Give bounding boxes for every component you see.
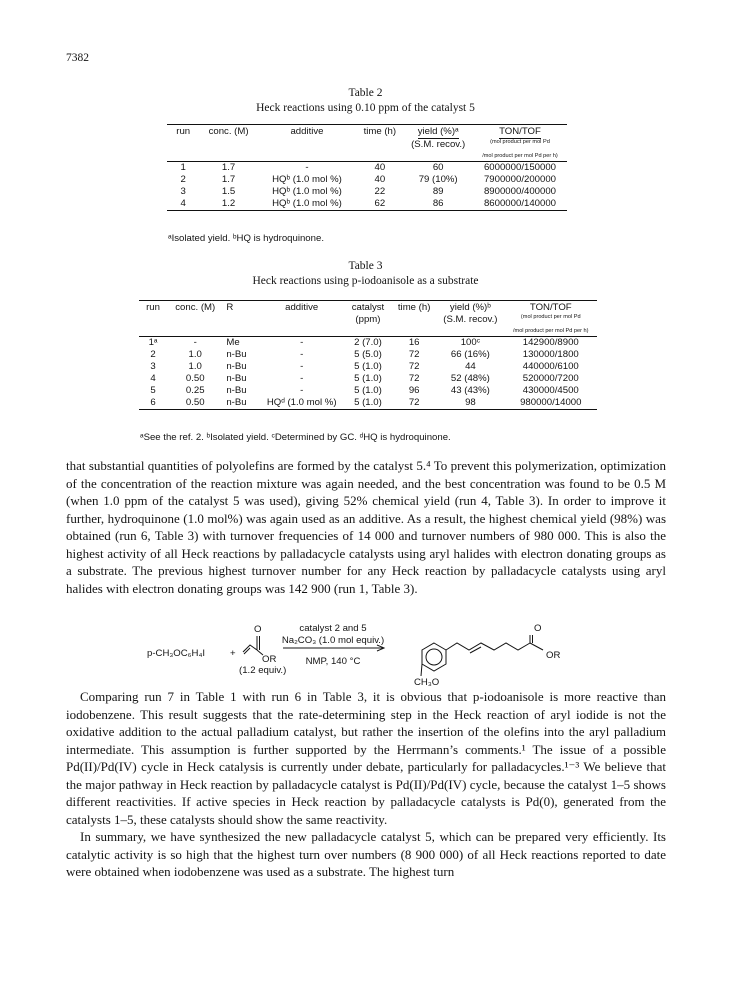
table-cell: - — [305, 162, 309, 173]
table3-title: Heck reactions using p-iodoanisole as a substrate — [252, 275, 479, 287]
table3-header-yield: yield (%)ᵇ — [449, 302, 491, 313]
body-paragraph — [66, 688, 666, 881]
table-cell: 5 — [150, 385, 156, 396]
table-cell: n-Bu — [226, 361, 247, 372]
table3-header-ton: TON/TOF — [529, 302, 572, 313]
table-cell: 40 — [374, 162, 386, 173]
table2-header-yield: yield (%)ᵃ — [417, 126, 459, 137]
scheme-plus: + — [230, 648, 236, 659]
scheme-equiv: (1.2 equiv.) — [239, 665, 287, 676]
table-cell: 1.0 — [188, 349, 202, 360]
table-cell: 1.7 — [221, 174, 236, 185]
table-cell: 22 — [374, 186, 386, 197]
table3-unit-note: /mol product per mol Pd per h) — [512, 328, 589, 334]
table-cell: 98 — [436, 397, 504, 410]
table2-title: Heck reactions using 0.10 ppm of the catalyst 5 — [256, 102, 475, 114]
scheme-product-or: OR — [546, 650, 561, 661]
table-cell: 2 (7.0) — [354, 337, 382, 348]
table-cell: 96 — [408, 385, 420, 396]
methoxy-bond — [421, 664, 422, 676]
table-cell: - — [300, 373, 304, 384]
aromatic-circle — [426, 649, 442, 665]
scheme-condition: catalyst 2 and 5 — [299, 623, 367, 634]
table3-header: time (h) — [392, 301, 436, 328]
paragraph-text: In summary, we have synthesized the new palladacycle catalyst 5, which can be prepared very efficiently. Its catalytic activity is so high that the highest turn over numbers (8 900 000) of all Heck reactions reported to date were obtained when iodobenzene was used as a substrate. The highest turn — [66, 829, 666, 879]
table-cell: HQᵇ (1.0 mol %) — [272, 174, 342, 185]
table-cell: Me — [226, 337, 240, 348]
table-cell: 980000/14000 — [505, 397, 597, 410]
scheme-condition: Na₂CO₃ (1.0 mol equiv.) — [281, 635, 385, 646]
table2-header: additive — [258, 125, 357, 153]
table3-header-catalyst: catalyst — [351, 302, 385, 313]
product-ester-bond — [530, 643, 543, 650]
table3-header: additive — [260, 301, 344, 328]
table-cell: 3 — [180, 186, 186, 197]
table-cell: 0.50 — [185, 373, 205, 384]
table-cell: 7900000/200000 — [483, 174, 556, 185]
table-cell: 5 (1.0) — [354, 361, 382, 372]
table-cell: 5 (1.0) — [354, 385, 382, 396]
acrylate-double-bond — [244, 648, 250, 654]
table-cell: 8600000/140000 — [473, 198, 567, 211]
table-cell: 66 (16%) — [450, 349, 490, 360]
table-cell: 44 — [465, 361, 476, 372]
table2-label: Table 2 — [348, 87, 383, 99]
table-cell: - — [300, 385, 304, 396]
scheme-product-ch3o: CH₃O — [414, 677, 440, 688]
table-cell: n-Bu — [226, 385, 247, 396]
table-cell: 1.2 — [199, 198, 257, 211]
table-cell: 89 — [432, 186, 444, 197]
table-cell: 52 (48%) — [450, 373, 490, 384]
table-cell: 72 — [392, 397, 436, 410]
table2-unit-note: /mol product per mol Pd per h) — [482, 153, 558, 159]
table-cell: 72 — [408, 361, 420, 372]
table-cell: 0.50 — [167, 397, 223, 410]
table2-header: run — [167, 125, 199, 153]
table2-header-ton: TON/TOF — [499, 126, 541, 137]
table-cell: 130000/1800 — [522, 349, 579, 360]
table-cell: n-Bu — [226, 349, 247, 360]
table3-header: run — [139, 301, 167, 328]
table-cell: HQᵇ (1.0 mol %) — [258, 198, 357, 211]
table-cell: 1.5 — [221, 186, 236, 197]
table3-label: Table 3 — [348, 260, 383, 272]
table-cell: 1 — [180, 162, 186, 173]
acrylate-ester-bond — [257, 650, 263, 655]
table-cell: 6 — [139, 397, 167, 410]
table3-header: conc. (M) — [167, 301, 223, 328]
table3-header-sub: (ppm) — [355, 314, 381, 325]
table-cell: - — [193, 337, 197, 348]
table-cell: 520000/7200 — [522, 373, 579, 384]
scheme-ester-or: OR — [262, 654, 277, 665]
table-cell: 79 (10%) — [418, 174, 458, 185]
table3-header: R — [223, 301, 259, 328]
table-cell: - — [300, 337, 304, 348]
chain-bonds — [446, 643, 530, 650]
page-number: 7382 — [66, 52, 89, 64]
table3-header-sub: (mol product per mol Pd — [520, 314, 581, 320]
table-cell: 43 (43%) — [450, 385, 490, 396]
table-cell: 2 — [150, 349, 156, 360]
scheme-product-o: O — [534, 623, 542, 634]
table3-header-sub: (S.M. recov.) — [443, 314, 498, 325]
table-cell: 5 (1.0) — [344, 397, 392, 410]
table-cell: - — [300, 349, 304, 360]
table-cell: 2 — [180, 174, 186, 185]
table-cell: 440000/6100 — [522, 361, 579, 372]
table-cell: 16 — [408, 337, 420, 348]
table-cell: 5 (5.0) — [354, 349, 382, 360]
table-cell: 4 — [167, 198, 199, 211]
paragraph-text: Comparing run 7 in Table 1 with run 6 in Table 3, it is obvious that p-iodoanisole is more reactive than iodobenzene. This result suggests that the rate-determining step in the Heck reaction of aryl iodide is not the oxidative addition to the actual palladium catalyst, but rather the insertion of the olefins into the aryl palladium intermediate. This assumption is further supported by the Herrmann’s comments.¹ The issue of a possible Pd(II)/Pd(IV) cycle in Heck catalysis is currently under debate, particularly for palladacycles.¹⁻³ We believe that the major pathway in Heck reaction by palladacycle catalyst is Pd(II)/Pd(IV) cycle, because the catalyst 1–5 shows different reactivities. If active species in Heck reaction by palladacycle catalysts is Pd(0), generated from the catalysts 1–5, these catalysts should show the same reactivity. — [66, 689, 666, 827]
table-cell: n-Bu — [226, 373, 247, 384]
table3-footnote: ᵃSee the ref. 2. ᵇIsolated yield. ᶜDetermined by GC. ᵈHQ is hydroquinone. — [140, 432, 451, 443]
table-cell: 430000/4500 — [522, 385, 579, 396]
table2-header-sub: (mol product per mol Pd — [490, 139, 550, 145]
table-cell: 5 (1.0) — [354, 373, 382, 384]
table2-header: conc. (M) — [199, 125, 257, 153]
table-cell: - — [300, 361, 304, 372]
table-cell: 60 — [432, 162, 444, 173]
table-cell: 0.25 — [185, 385, 205, 396]
table-cell: 62 — [356, 198, 403, 211]
scheme-condition: NMP, 140 °C — [305, 656, 361, 667]
table-cell: 3 — [150, 361, 156, 372]
table2-footnote: ᵃIsolated yield. ᵇHQ is hydroquinone. — [168, 233, 324, 244]
paragraph-text: that substantial quantities of polyolefins are formed by the catalyst 5.⁴ To prevent this polymerization, optimization of the concentration of the reaction mixture was again needed, and the best concentration was found to be 0.5 M (when 1.0 ppm of the catalyst 5 was used), giving 52% chemical yield (run 4, Table 3). In order to improve it further, hydroquinone (1.0 mol%) was again used as an additive. As a result, the highest chemical yield (98%) was obtained (run 6, Table 3) with turnover frequencies of 14 000 and turnover numbers of 980 000. This is also the highest activity of all Heck reactions by palladacycle catalysts using aryl halides with electron donating groups as a substrate. The previous highest turnover number for any Heck reaction by palladacycle catalysts using aryl halides with electron donating groups was 142 900 (run 1, Table 3). — [66, 458, 666, 596]
table-cell: 6000000/150000 — [483, 162, 556, 173]
table2-header: time (h) — [356, 125, 403, 153]
table-cell: 72 — [408, 349, 420, 360]
scheme-carbonyl-o: O — [254, 624, 262, 635]
table-cell: 1ᵃ — [148, 337, 158, 348]
table-cell: 142900/8900 — [522, 337, 579, 348]
table-cell: HQᵈ (1.0 mol %) — [260, 397, 344, 410]
scheme-reactant: p-CH₃OC₆H₄I — [147, 648, 206, 659]
table-cell: n-Bu — [223, 397, 259, 410]
table-cell: 1.0 — [188, 361, 202, 372]
table-cell: 4 — [150, 373, 156, 384]
table-cell: 8900000/400000 — [483, 186, 556, 197]
table2-header-sub: (S.M. recov.) — [411, 139, 466, 150]
table-cell: 72 — [408, 373, 420, 384]
table-cell: 40 — [374, 174, 386, 185]
table-cell: 100ᶜ — [460, 337, 481, 348]
table-cell: 86 — [403, 198, 473, 211]
table-cell: HQᵇ (1.0 mol %) — [272, 186, 342, 197]
table-cell: 1.7 — [221, 162, 236, 173]
